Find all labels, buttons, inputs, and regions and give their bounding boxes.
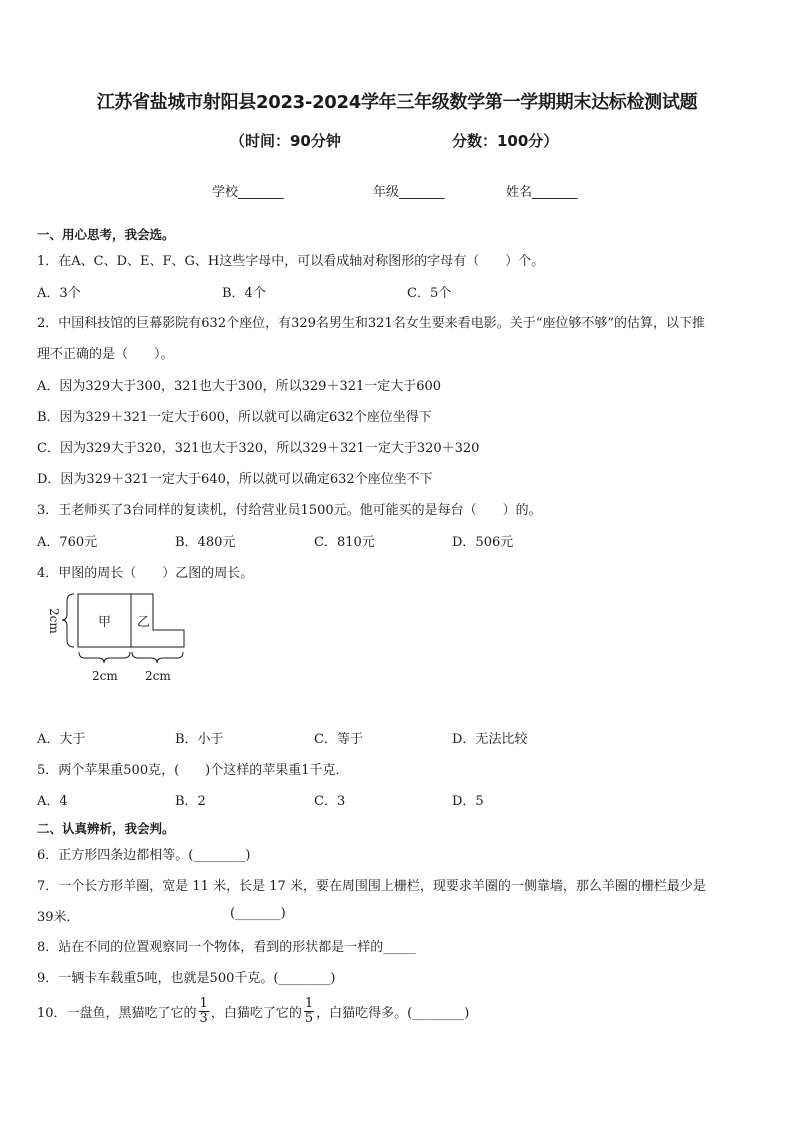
question-7-line-1: 7．一个长方形羊圈，宽是 11 米，长是 17 米，要在周围围上栅栏，现要求羊圈的一侧靠墙，那么羊圈的栅栏最少是: [37, 879, 706, 894]
bottom-dimension-brace-2: [132, 652, 183, 663]
q5-option-a: A．4: [37, 794, 68, 809]
q2-option-d: D．因为329＋321一定大于640，所以就可以确定632个座位坐不下: [37, 472, 433, 487]
question-6: 6．正方形四条边都相等。(________): [37, 848, 251, 863]
exam-time: （时间：90分钟: [230, 132, 341, 150]
grade-field: 年级_______: [373, 185, 445, 200]
exam-score: 分数：100分）: [452, 132, 559, 150]
section-heading-judge: 二、认真辨析，我会判。: [37, 821, 175, 836]
label-yi: 乙: [137, 615, 151, 630]
q4-option-a: A．大于: [37, 732, 86, 747]
q3-option-b: B．480元: [175, 535, 236, 550]
q4-option-d: D．无法比较: [452, 732, 528, 747]
q5-option-c: C．3: [314, 794, 346, 809]
bottom-dimension-brace-1: [79, 652, 130, 663]
fraction-one-third: [199, 997, 209, 1026]
q1-option-a: A．3个: [37, 286, 81, 301]
q2-option-b: B．因为329＋321一定大于600，所以就可以确定632个座位坐得下: [37, 410, 432, 425]
left-dimension-label: 2cm: [47, 608, 61, 634]
question-4: 4．甲图的周长（ ）乙图的周长。: [37, 566, 254, 581]
name-field: 姓名_______: [506, 185, 578, 200]
question-7-line-2: 39米．: [37, 910, 80, 925]
q1-option-c: C．5个: [407, 286, 452, 301]
school-field: 学校_______: [212, 185, 284, 200]
fraction-one-fifth: [304, 997, 314, 1026]
page-title: 江苏省盐城市射阳县2023-2024学年三年级数学第一学期期末达标检测试题: [96, 92, 698, 113]
q3-option-c: C．810元: [314, 535, 375, 550]
q2-option-c: C．因为329大于320，321也大于320，所以329＋321一定大于320＋320: [37, 441, 480, 456]
section-heading-choice: 一、用心思考，我会选。: [37, 227, 175, 242]
fraction-2-denominator: 5: [304, 1011, 314, 1026]
question-3: 3．王老师买了3台同样的复读机，付给营业员1500元。他可能买的是每台（ ）的。: [37, 503, 542, 518]
question-2-line-1: 2．中国科技馆的巨幕影院有632个座位，有329名男生和321名女生要来看电影。关于“座位够不够”的估算，以下推: [37, 316, 706, 331]
bottom-dimension-label-1: 2cm: [92, 669, 118, 683]
q2-option-a: A．因为329大于300，321也大于300，所以329＋321一定大于600: [37, 379, 442, 394]
q5-option-b: B．2: [175, 794, 206, 809]
label-jia: 甲: [98, 615, 112, 630]
question-10: [37, 997, 469, 1026]
q3-option-d: D．506元: [452, 535, 514, 550]
question-9: 9．一辆卡车载重5吨，也就是500千克。(________): [37, 971, 336, 986]
q4-option-c: C．等于: [314, 732, 363, 747]
q10-text-mid: ，白猫吃了它的: [210, 1006, 302, 1021]
fraction-2-numerator: 1: [304, 996, 314, 1011]
perimeter-figure: [40, 592, 200, 688]
q1-option-b: B．4个: [222, 286, 266, 301]
q4-option-b: B．小于: [175, 732, 224, 747]
question-8: 8．站在不同的位置观察同一个物体，看到的形状都是一样的_____: [37, 940, 416, 955]
bottom-dimension-label-2: 2cm: [145, 669, 171, 683]
fraction-1-numerator: 1: [199, 996, 208, 1011]
left-dimension-brace: [62, 594, 74, 647]
question-1: 1．在A、C、D、E、F、G、H这些字母中，可以看成轴对称图形的字母有（ ）个。: [37, 254, 545, 269]
q10-text-pre: 10．一盘鱼，黑猫吃了它的: [37, 1006, 197, 1021]
question-5: 5．两个苹果重500克，( )个这样的苹果重1千克．: [37, 763, 349, 778]
question-7-answer-blank: (_______): [230, 906, 286, 921]
q10-text-post: ，白猫吃得多。(________): [316, 1006, 470, 1021]
q3-option-a: A．760元: [37, 535, 98, 550]
q5-option-d: D．5: [452, 794, 484, 809]
question-2-line-2: 理不正确的是（ ）。: [37, 347, 174, 362]
fraction-1-denominator: 3: [199, 1011, 208, 1026]
